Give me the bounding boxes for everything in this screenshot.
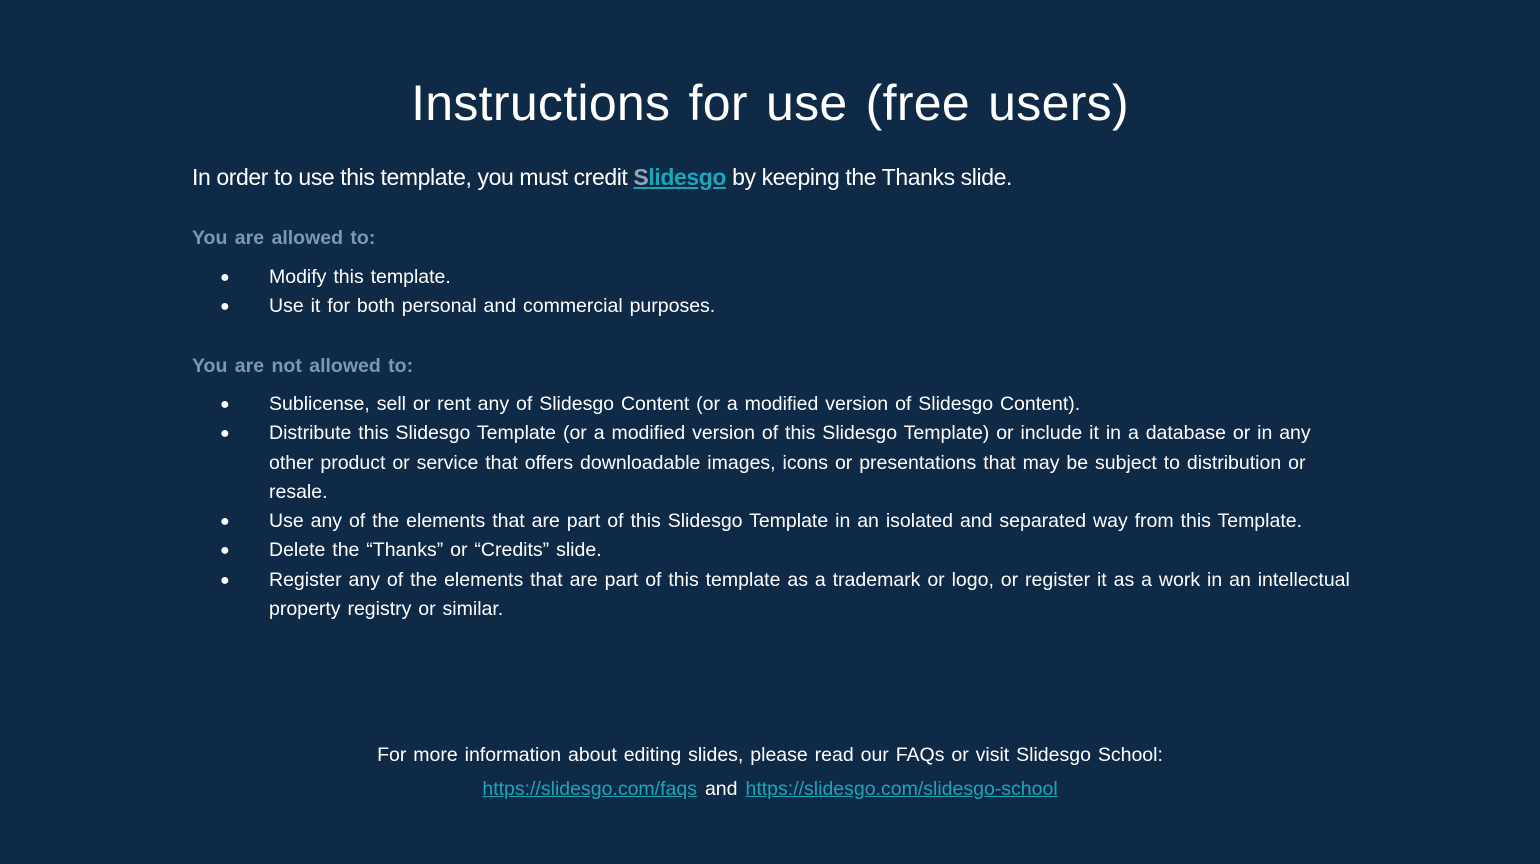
list-item-text: Use it for both personal and commercial purposes. — [269, 295, 716, 318]
list-item — [192, 536, 1352, 565]
list-item — [192, 292, 1352, 321]
page-title: Instructions for use (free users) — [411, 75, 1129, 131]
credit-link-first-letter: S — [633, 164, 649, 190]
intro-before: In order to use this template, you must credit — [192, 164, 634, 190]
footer-links — [0, 776, 1540, 802]
intro-text — [192, 162, 1012, 192]
intro-after: by keeping the Thanks slide. — [726, 164, 1012, 190]
list-item — [192, 419, 1352, 507]
bullet-icon: ● — [220, 571, 230, 589]
list-item-text: Delete the “Thanks” or “Credits” slide. — [269, 539, 602, 562]
list-item — [192, 507, 1352, 536]
allowed-list — [192, 263, 1352, 322]
bullet-icon: ● — [220, 513, 230, 531]
bullet-icon: ● — [220, 269, 230, 286]
not-allowed-list — [192, 390, 1352, 624]
bullet-icon: ● — [220, 542, 230, 560]
list-item — [192, 566, 1352, 625]
footer-info-text: For more information about editing slides, please read our FAQs or visit Slidesgo School: — [377, 744, 1163, 766]
faqs-link[interactable]: https://slidesgo.com/faqs — [482, 778, 697, 800]
list-item-text: Modify this template. — [269, 266, 451, 288]
list-item — [192, 263, 1352, 292]
list-item-text: Sublicense, sell or rent any of Slidesgo Content (or a modified version of Slidesgo Content). — [269, 393, 1081, 415]
slidesgo-school-link[interactable]: https://slidesgo.com/slidesgo-school — [745, 778, 1058, 800]
bullet-icon: ● — [220, 425, 230, 443]
bullet-icon: ● — [220, 396, 230, 413]
list-item — [192, 390, 1352, 419]
footer-and-text: and — [704, 778, 738, 800]
slidesgo-credit-link[interactable] — [633, 164, 726, 190]
list-item-text: Register any of the elements that are part of this template as a trademark or logo, or register it as a work in an intellectual property registry or similar. — [269, 568, 1350, 621]
list-item-text: Distribute this Slidesgo Template (or a modified version of this Slidesgo Template) or include it in a database or in any other product or service that offers downloadable images, icons or presentations that may be subject to distribution or resale. — [269, 422, 1311, 503]
bullet-icon: ● — [220, 298, 230, 316]
not-allowed-heading: You are not allowed to: — [192, 355, 414, 377]
credit-link-rest: lidesgo — [648, 164, 727, 190]
allowed-heading: You are allowed to: — [192, 227, 376, 249]
list-item-text: Use any of the elements that are part of this Slidesgo Template in an isolated and separated way from this Template. — [269, 510, 1303, 533]
